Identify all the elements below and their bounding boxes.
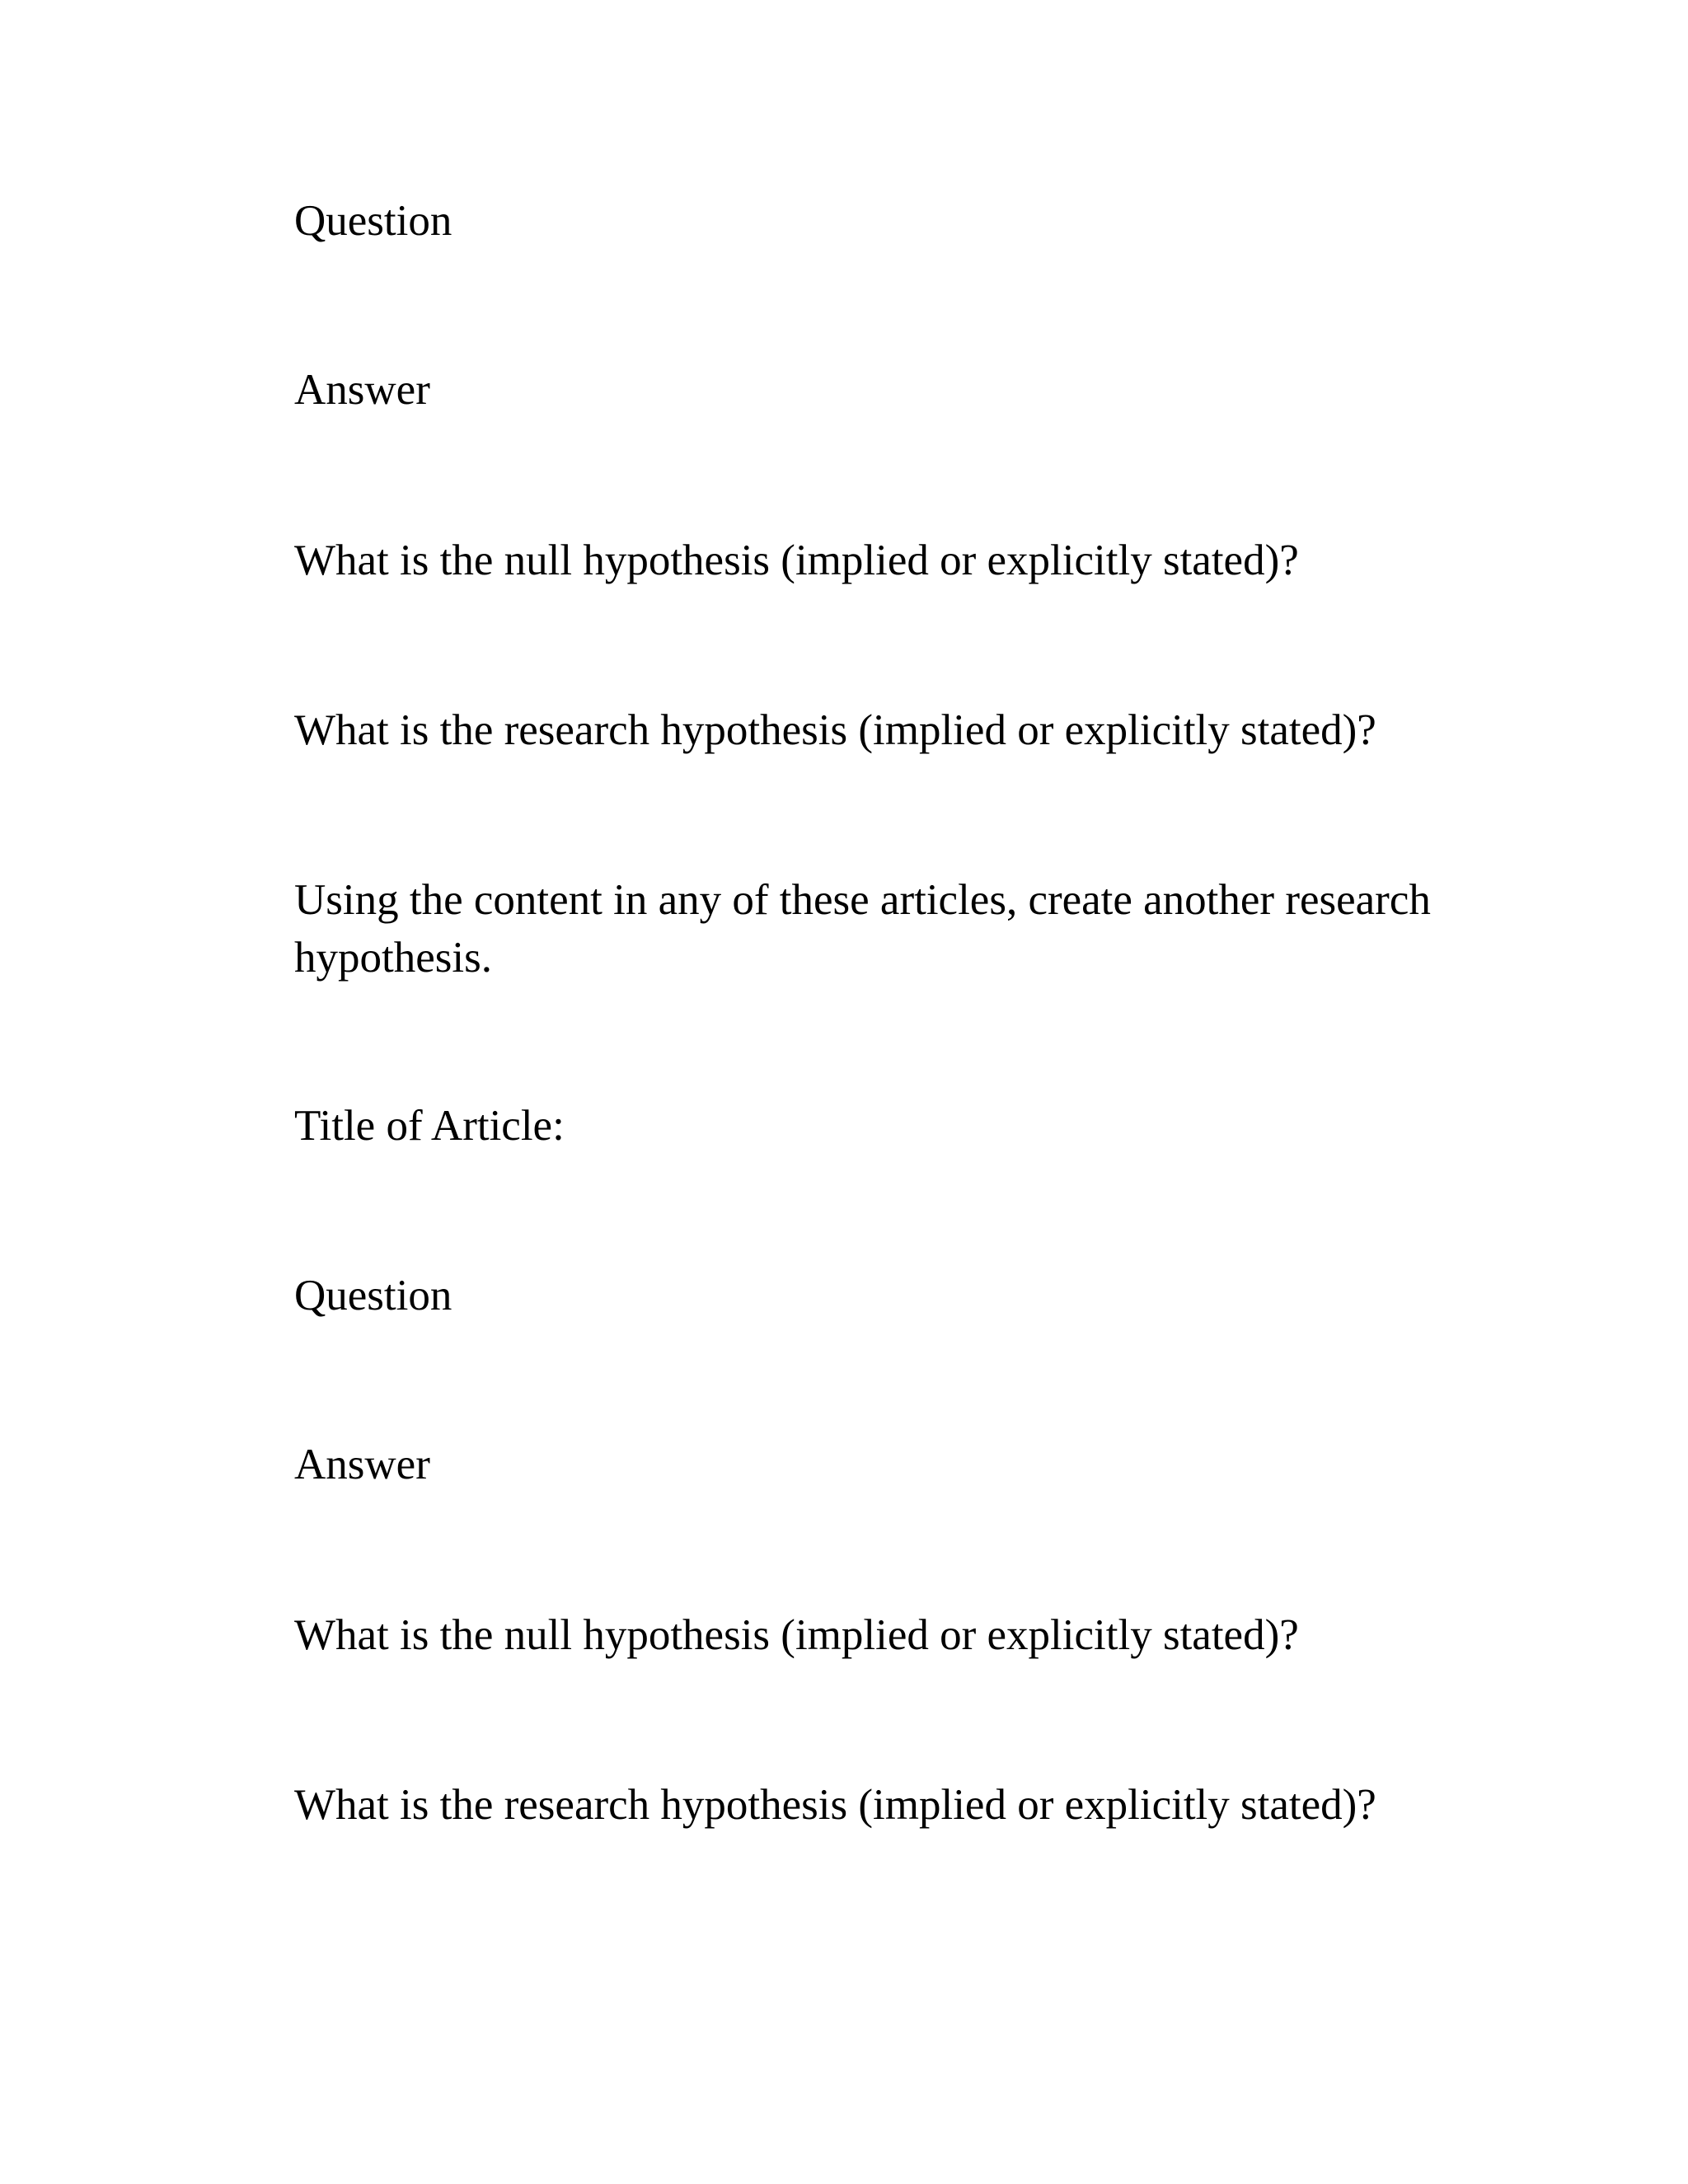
create-hypothesis-prompt: Using the content in any of these articles, create another research hypothesis. bbox=[294, 876, 1431, 982]
null-hypothesis-question: What is the null hypothesis (implied or explicitly stated)? bbox=[294, 1611, 1299, 1659]
answer-label: Answer bbox=[294, 366, 430, 414]
null-hypothesis-question: What is the null hypothesis (implied or explicitly stated)? bbox=[294, 537, 1299, 584]
article-title-label: Title of Article: bbox=[294, 1102, 565, 1150]
research-hypothesis-question: What is the research hypothesis (implied or explicitly stated)? bbox=[294, 1781, 1376, 1829]
question-label: Question bbox=[294, 197, 452, 245]
answer-label: Answer bbox=[294, 1441, 430, 1488]
question-label: Question bbox=[294, 1272, 452, 1319]
research-hypothesis-question: What is the research hypothesis (implied or explicitly stated)? bbox=[294, 706, 1376, 754]
